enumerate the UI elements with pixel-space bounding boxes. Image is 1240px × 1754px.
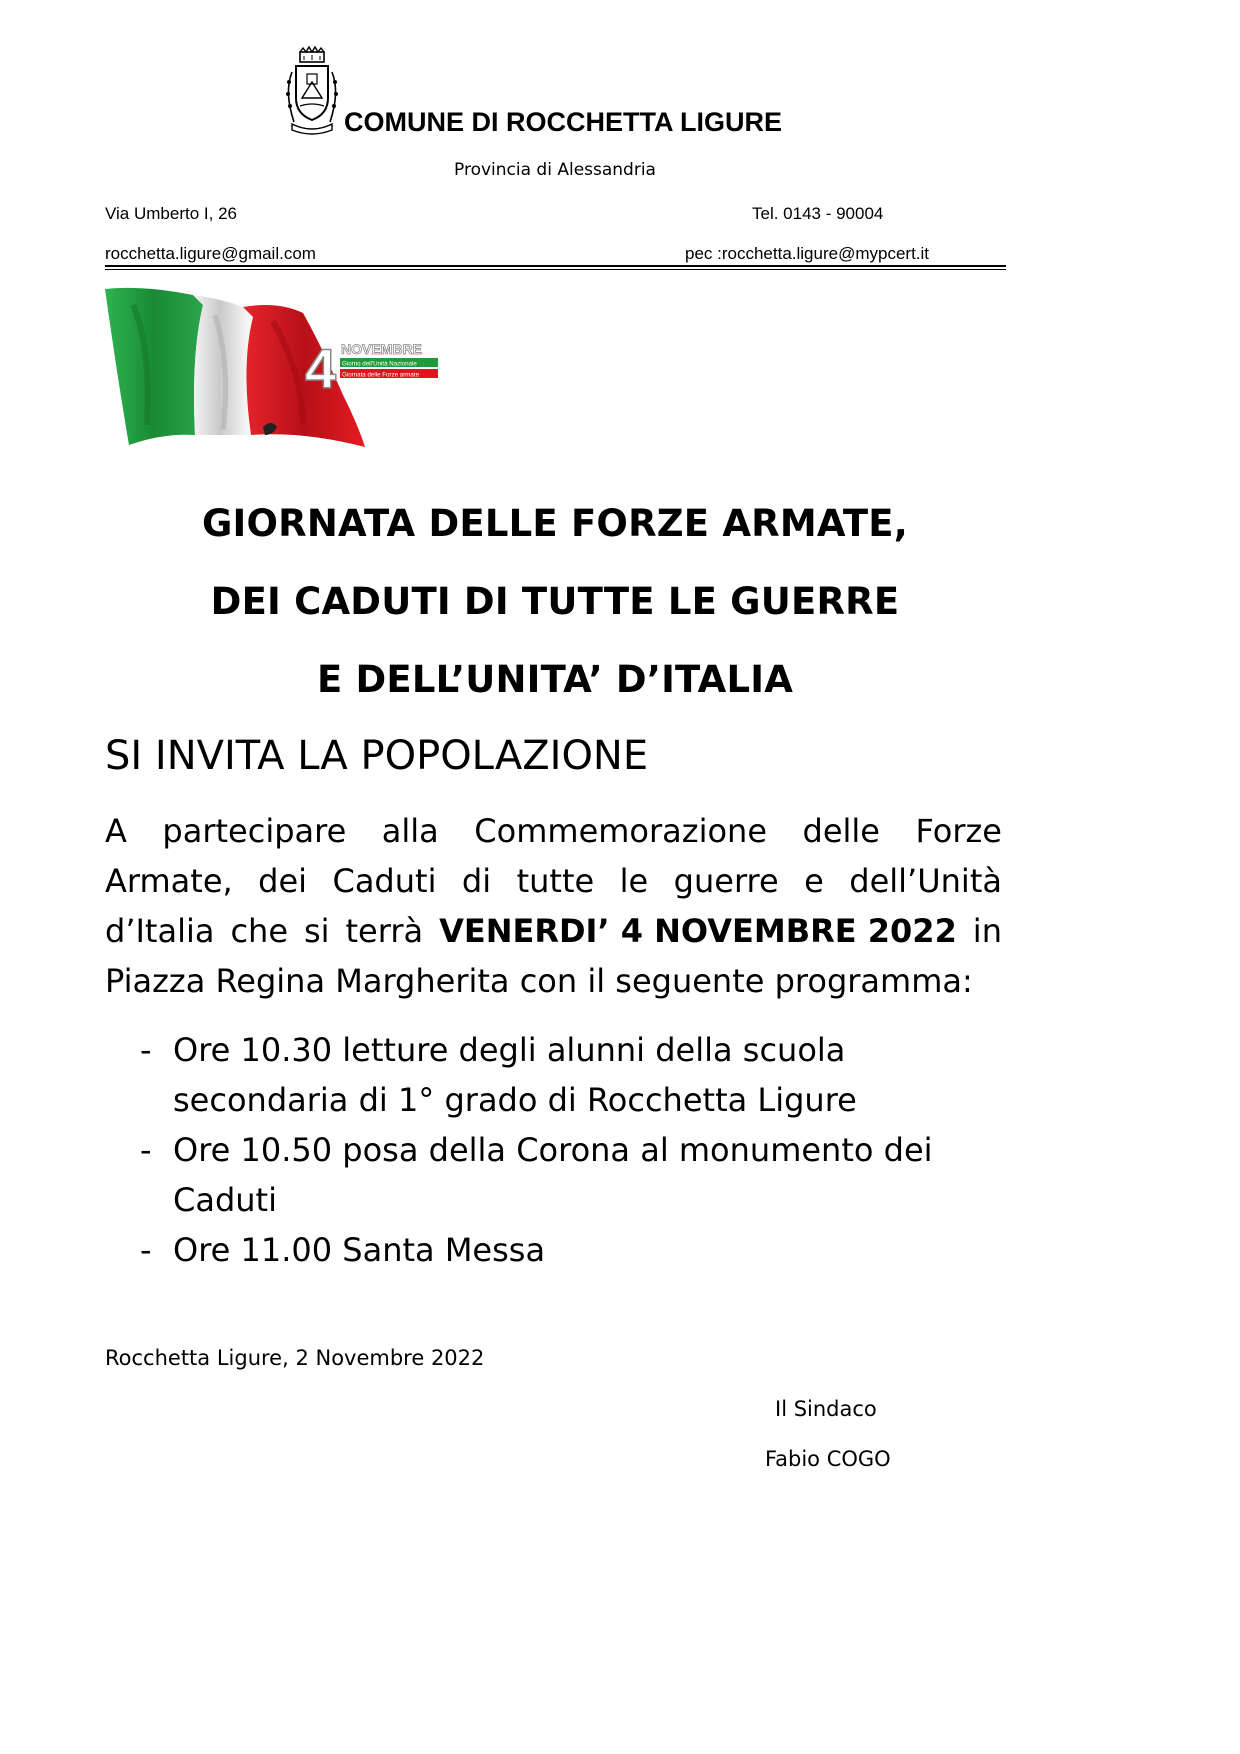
phone-number: Tel. 0143 - 90004 (752, 204, 884, 223)
word: Forze (915, 812, 1002, 850)
word: le (619, 862, 649, 900)
body-paragraph (105, 806, 1002, 1006)
program-item (140, 1125, 1000, 1225)
body-line-4: Piazza Regina Margherita con il seguente programma: (105, 962, 973, 1000)
title-line-3: E DELL’UNITA’ D’ITALIA (316, 658, 794, 701)
event-date: VENERDI’ 4 NOVEMBRE 2022 (439, 912, 957, 950)
word: e (804, 862, 824, 900)
word: partecipare (162, 812, 347, 850)
program-item-line: Ore 10.30 letture degli alunni della scuola (173, 1031, 846, 1069)
word: in (972, 912, 1002, 950)
mayor-title: Il Sindaco (775, 1397, 877, 1421)
title-line-1: GIORNATA DELLE FORZE ARMATE, (201, 502, 909, 545)
title-line-2: DEI CADUTI DI TUTTE LE GUERRE (210, 580, 900, 623)
body-line-2 (105, 856, 1002, 906)
word: di (461, 862, 492, 900)
pec-address: pec :rocchetta.ligure@mypcert.it (685, 244, 930, 263)
word: tutte (516, 862, 595, 900)
logo-month: NOVEMBRE (341, 341, 422, 357)
body-line-3 (105, 906, 1002, 956)
word: alla (381, 812, 439, 850)
word: terrà (345, 912, 424, 950)
program-item-line: secondaria di 1° grado di Rocchetta Ligure (173, 1081, 857, 1119)
header-divider-thin (105, 269, 1006, 270)
invite-heading: SI INVITA LA POPOLAZIONE (105, 733, 649, 779)
word: d’Italia (105, 912, 215, 950)
logo-line-2: Giornata delle Forze armate (342, 371, 420, 379)
logo-digit: 4 (305, 337, 337, 400)
italian-flag-image (103, 285, 448, 450)
program-item-line: Ore 11.00 Santa Messa (173, 1231, 546, 1269)
mayor-name: Fabio COGO (765, 1447, 891, 1471)
email-address: rocchetta.ligure@gmail.com (105, 244, 316, 263)
word: A (105, 812, 127, 850)
program-item-line: Ore 10.50 posa della Corona al monumento dei (173, 1131, 933, 1169)
list-dash: - (140, 1031, 152, 1069)
word: Armate, (105, 862, 233, 900)
word: che (230, 912, 288, 950)
municipal-crest-icon (280, 46, 344, 136)
word: dell’Unità (849, 862, 1002, 900)
date-place: Rocchetta Ligure, 2 Novembre 2022 (105, 1346, 485, 1370)
word: Commemorazione (474, 812, 767, 850)
province-name: Provincia di Alessandria (454, 160, 656, 180)
word: si (303, 912, 330, 950)
word: delle (802, 812, 880, 850)
list-dash: - (140, 1231, 152, 1269)
program-item (140, 1025, 1000, 1125)
body-line-1 (105, 806, 1002, 856)
word: guerre (673, 862, 779, 900)
program-item (140, 1225, 1000, 1275)
address: Via Umberto I, 26 (105, 204, 237, 223)
program-item-line: Caduti (173, 1181, 277, 1219)
word: dei (258, 862, 308, 900)
municipality-name: COMUNE DI ROCCHETTA LIGURE (344, 107, 782, 137)
logo-line-1: Giorno dell'Unità Nazionale (342, 360, 417, 368)
list-dash: - (140, 1131, 152, 1169)
header-divider (105, 265, 1006, 267)
word: Caduti (332, 862, 437, 900)
